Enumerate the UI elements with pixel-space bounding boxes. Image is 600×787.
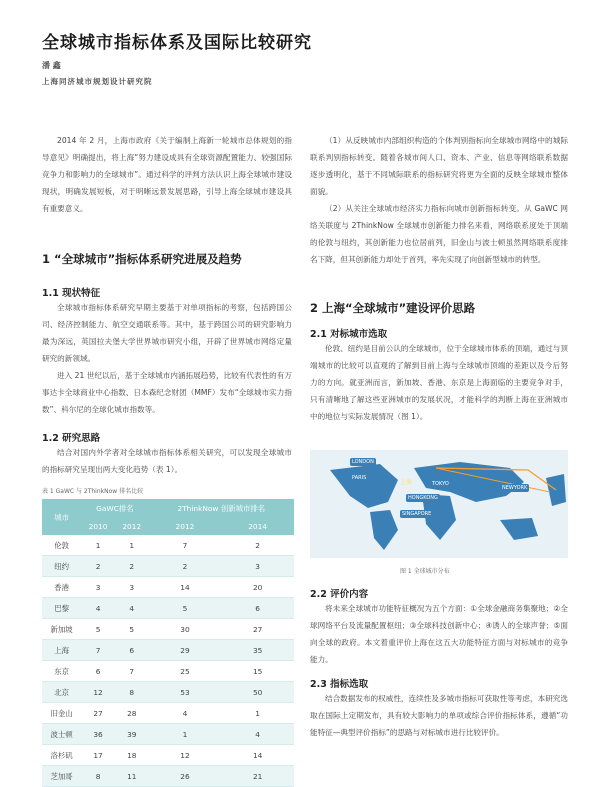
rank-cell: 7 <box>149 535 222 556</box>
map-label: HONGKONG <box>408 495 438 501</box>
map-label: LONDON <box>352 459 374 465</box>
table-row <box>42 682 294 703</box>
rank-cell: 6 <box>221 598 294 619</box>
section-1-heading: 1 “全球城市”指标体系研究进展及趋势 <box>42 252 242 266</box>
year-header: 2014 <box>221 517 294 535</box>
section-2-2-paragraph: 将未来全球城市功能特征概况为五个方面：①全球金融商务集聚地；②全球网络平台及流量配置枢纽；③全球科技创新中心；④诱人的全球声誉；⑤面向全球的政府。本文着重评价上海在这五大功能特征方面与对标城市的竞争能力。 <box>310 604 568 664</box>
rank-cell: 2 <box>81 556 115 577</box>
table-row <box>42 535 294 556</box>
map-label: 上海 <box>400 479 413 486</box>
table-row <box>42 619 294 640</box>
right-column-lower <box>310 586 568 741</box>
map-label: NEWYORK <box>502 485 528 491</box>
table-1 <box>42 486 292 787</box>
rank-cell: 5 <box>115 619 149 640</box>
section-1-1-paragraph-1: 全球城市指标体系研究早期主要基于对单项指标的考察，包括跨国公司、经济控制能力、航空交通联系等。其中，基于跨国公司的研究影响力最为深远，英国拉夫堡大学世界城市研究小组，开辟了世界城市网络定量研究的新领域。 <box>42 303 292 363</box>
section-2-3-heading: 2.3 指标选取 <box>310 679 369 690</box>
table-row <box>42 556 294 577</box>
table-row <box>42 745 294 766</box>
rank-cell: 28 <box>115 703 149 724</box>
rank-cell: 1 <box>149 724 222 745</box>
section-2-1-paragraph: 伦敦、纽约是目前公认的全球城市，位于全球城市体系的顶端，通过与顶端城市的比较可以直观的了解到目前上海与全球城市顶端的差距以及今后努力的方向。就亚洲而言，新加坡、香港、东京是上海面临的主要竞争对手，只有清晰地了解这些亚洲城市的发展状况，才能科学的判断上海在亚洲城市中的地位与实际发展情况（图 1）。 <box>310 344 568 421</box>
city-cell: 伦敦 <box>42 535 81 556</box>
city-cell: 旧金山 <box>42 703 81 724</box>
city-cell: 纽约 <box>42 556 81 577</box>
rank-cell: 12 <box>81 682 115 703</box>
section-2-3-paragraph: 结合数据发布的权威性，连续性及多城市指标可获取性等考虑，本研究选取在国际上定期发布，具有较大影响力的单项或综合评价指标体系，遵循“功能特征—典型评价指标”的思路与对标城市进行比较评价。 <box>310 694 568 737</box>
ranking-table <box>42 499 294 787</box>
rank-cell: 7 <box>115 661 149 682</box>
section-1-1-heading: 1.1 现状特征 <box>42 288 101 299</box>
rank-cell: 4 <box>115 598 149 619</box>
rank-cell: 3 <box>221 556 294 577</box>
section-2-1-heading: 2.1 对标城市选取 <box>310 329 388 340</box>
map-label: SINGAPORE <box>402 511 432 517</box>
rank-cell: 39 <box>115 724 149 745</box>
rank-cell: 8 <box>115 682 149 703</box>
rank-cell: 4 <box>221 724 294 745</box>
rank-cell: 8 <box>81 766 115 787</box>
city-cell: 北京 <box>42 682 81 703</box>
rank-cell: 17 <box>81 745 115 766</box>
rank-cell: 6 <box>115 640 149 661</box>
paper-title: 全球城市指标体系及国际比较研究 <box>42 33 312 53</box>
right-column <box>310 132 568 425</box>
section-1-2-heading: 1.2 研究思路 <box>42 433 101 444</box>
affiliation: 上海同济城市规划设计研究院 <box>42 77 153 86</box>
rank-cell: 30 <box>149 619 222 640</box>
table-row <box>42 703 294 724</box>
city-cell: 芝加哥 <box>42 766 81 787</box>
table-row <box>42 766 294 787</box>
rank-cell: 53 <box>149 682 222 703</box>
city-cell: 上海 <box>42 640 81 661</box>
table-caption: 表 1 GaWC 与 2ThinkNow 排名比较 <box>42 488 144 495</box>
2thinknow-header: 2ThinkNow 创新城市排名 <box>149 499 294 517</box>
rank-cell: 12 <box>149 745 222 766</box>
trend-1-paragraph: （1）从反映城市内部组织构造的个体判别指标向全球城市网络中的城际联系判别指标转变。随着各城市间人口、资本、产业、信息等网络联系数据逐步透明化，基于不同城际联系的指标研究将更为全面的反映全球城市整体面貌。 <box>310 136 568 196</box>
table-row <box>42 661 294 682</box>
rank-cell: 14 <box>149 577 222 598</box>
rank-cell: 4 <box>81 598 115 619</box>
rank-cell: 27 <box>81 703 115 724</box>
section-2-2-heading: 2.2 评价内容 <box>310 589 369 600</box>
city-cell: 香港 <box>42 577 81 598</box>
intro-paragraph: 2014 年 2 月，上海市政府《关于编制上海新一轮城市总体规划的指导意见》明确提出，将上海“努力建设成具有全球资源配置能力、较强国际竞争力和影响力的全球城市”。通过科学的评判方法认识上海全球城市建设现状，明确发展短板，对于明晰远景发展思路，引导上海全球城市建设具有重要意义。 <box>42 136 292 213</box>
rank-cell: 27 <box>221 619 294 640</box>
rank-cell: 5 <box>149 598 222 619</box>
rank-cell: 50 <box>221 682 294 703</box>
city-cell: 东京 <box>42 661 81 682</box>
rank-cell: 3 <box>81 577 115 598</box>
left-column <box>42 132 292 787</box>
year-header: 2010 <box>81 517 115 535</box>
table-row <box>42 724 294 745</box>
rank-cell: 1 <box>115 535 149 556</box>
rank-cell: 2 <box>149 556 222 577</box>
world-map-figure <box>310 450 568 558</box>
rank-cell: 29 <box>149 640 222 661</box>
section-2-heading: 2 上海“全球城市”建设评价思路 <box>310 301 476 315</box>
rank-cell: 35 <box>221 640 294 661</box>
section-1-2-paragraph: 结合对国内外学者对全球城市指标体系相关研究，可以发现全球城市的指标研究呈现出两大变化趋势（表 1）。 <box>42 448 292 474</box>
rank-cell: 15 <box>221 661 294 682</box>
figure-caption: 图 1 全球城市分布 <box>400 568 450 575</box>
rank-cell: 18 <box>115 745 149 766</box>
rank-cell: 21 <box>221 766 294 787</box>
table-row <box>42 640 294 661</box>
rank-cell: 14 <box>221 745 294 766</box>
city-header: 城市 <box>42 499 81 535</box>
rank-cell: 2 <box>115 556 149 577</box>
rank-cell: 26 <box>149 766 222 787</box>
rank-cell: 36 <box>81 724 115 745</box>
gawc-header: GaWC排名 <box>81 499 148 517</box>
trend-2-paragraph: （2）从关注全球城市经济实力指标向城市创新指标转变。从 GaWC 网络关联度与 2ThinkNow 全球城市创新能力排名来看，网络联系度处于顶端的伦敦与纽约，其创新能力也位居前列，旧金山与波士顿虽然网络联系度排名下降，但其创新能力却处于首列，率先实现了向创新型城市的转型。 <box>310 204 568 264</box>
section-1-1-paragraph-2: 进入 21 世纪以后，基于全球城市内涵拓展趋势，比较有代表性的有万事达卡全球商业中心指数、日本森纪念财团（MMF）发布“全球城市实力指数”、科尔尼的全球化城市指数等。 <box>42 371 292 414</box>
table-row <box>42 577 294 598</box>
rank-cell: 2 <box>221 535 294 556</box>
rank-cell: 7 <box>81 640 115 661</box>
map-label: PARIS <box>352 475 367 481</box>
author: 潘 鑫 <box>42 61 61 70</box>
rank-cell: 1 <box>81 535 115 556</box>
rank-cell: 1 <box>221 703 294 724</box>
city-cell: 新加坡 <box>42 619 81 640</box>
city-cell: 波士顿 <box>42 724 81 745</box>
table-row <box>42 598 294 619</box>
rank-cell: 11 <box>115 766 149 787</box>
year-header: 2012 <box>149 517 222 535</box>
rank-cell: 5 <box>81 619 115 640</box>
rank-cell: 6 <box>81 661 115 682</box>
city-cell: 巴黎 <box>42 598 81 619</box>
rank-cell: 4 <box>149 703 222 724</box>
map-label: TOKYO <box>432 481 449 487</box>
rank-cell: 3 <box>115 577 149 598</box>
rank-cell: 25 <box>149 661 222 682</box>
city-cell: 洛杉矶 <box>42 745 81 766</box>
world-map-shapes <box>310 450 568 558</box>
rank-cell: 20 <box>221 577 294 598</box>
year-header: 2012 <box>115 517 149 535</box>
